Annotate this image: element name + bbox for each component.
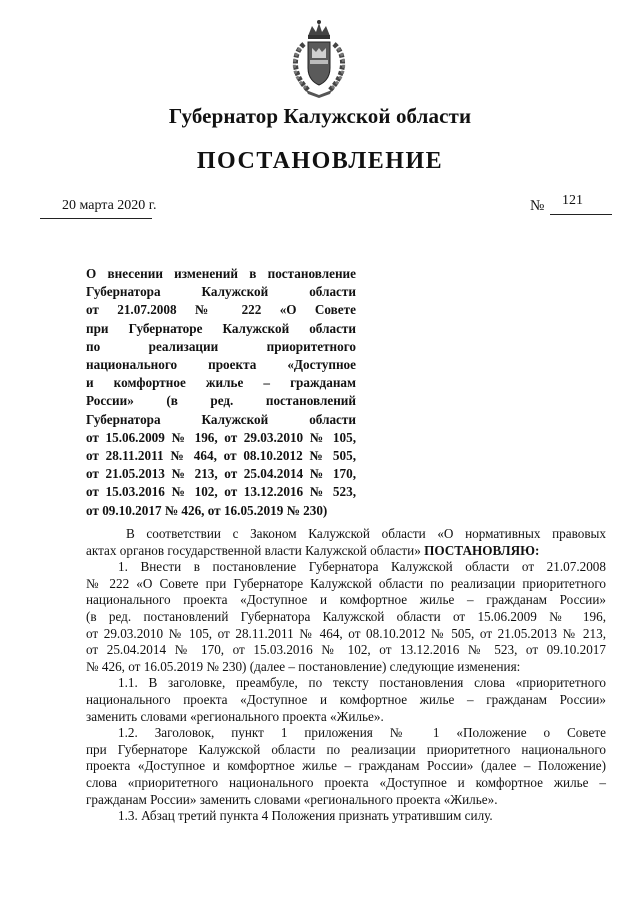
title-line: при Губернаторе Калужской области [86,320,356,336]
date-underline [40,218,152,219]
number-sign: № [530,198,545,214]
title-line: от 21.07.2008 № 222 «О Совете [86,302,356,318]
document-date: 20 марта 2020 г. [62,198,157,213]
preamble-line-resolve [86,543,606,560]
preamble-text: актах органов государственной власти Калужской области» [86,542,421,558]
paragraph-1-1-line: заменить словами «регионального проекта «Жилье». [86,708,384,724]
document-number: 121 [562,193,583,208]
title-line: от 28.11.2011 № 464, от 08.10.2012 № 505, [86,448,356,464]
preamble-line: В соответствии с Законом Калужской области «О нормативных правовых [126,526,606,541]
document-type-title: ПОСТАНОВЛЕНИЕ [196,148,444,174]
title-line: по реализации приоритетного [86,338,356,354]
issuing-authority: Губернатор Калужской области [168,104,472,128]
resolve-word: ПОСТАНОВЛЯЮ: [424,542,540,558]
title-line: от 15.03.2016 № 102, от 13.12.2016 № 523, [86,484,356,500]
paragraph-1-1-line: национального проекта «Доступное и комфортное жилье – гражданам России» [86,691,606,707]
coat-of-arms-icon [286,18,352,100]
paragraph-1-line: от 25.04.2014 № 170, от 15.03.2016 № 102, от 13.12.2016 № 523, от 09.10.2017 [86,642,606,658]
title-line: национального проекта «Доступное [86,357,356,373]
paragraph-1-2-line: слова «приоритетного национального проекта «Доступное и комфортное жилье – [86,774,606,790]
paragraph-1-2-line: 1.2. Заголовок, пункт 1 приложения № 1 «Положение о Совете [118,725,606,741]
paragraph-1-2-line: гражданам России» заменить словами «регионального проекта «Жилье». [86,791,498,807]
title-line: России» (в ред. постановлений [86,393,356,409]
title-line: от 09.10.2017 № 426, от 16.05.2019 № 230) [86,502,328,518]
title-line: от 21.05.2013 № 213, от 25.04.2014 № 170, [86,466,356,482]
paragraph-1-line: (в ред. постановлений Губернатора Калужской области от 15.06.2009 № 196, [86,608,606,624]
title-line: О внесении изменений в постановление [86,266,356,281]
title-line: и комфортное жилье – гражданам [86,375,356,391]
number-underline [550,214,612,215]
document-subject-title [86,265,356,520]
paragraph-1-line: № 426, от 16.05.2019 № 230) (далее – постановление) следующие изменения: [86,658,521,674]
document-body [86,526,606,825]
paragraph-1-line: национального проекта «Доступное и комфортное жилье – гражданам России» [86,592,606,608]
paragraph-1-line: 1. Внести в постановление Губернатора Калужской области от 21.07.2008 [118,559,606,575]
paragraph-1-2-line: проекта «Доступное и комфортное жилье – гражданам России» (далее – Положение) [86,758,606,774]
title-line: от 15.06.2009 № 196, от 29.03.2010 № 105, [86,429,356,445]
paragraph-1-3-line: 1.3. Абзац третий пункта 4 Положения признать утратившим силу. [118,808,493,824]
paragraph-1-line: от 29.03.2010 № 105, от 28.11.2011 № 464, от 08.10.2012 № 505, от 21.05.2013 № 213, [86,625,606,641]
paragraph-1-line: № 222 «О Совете при Губернаторе Калужской области по реализации приоритетного [86,575,606,591]
paragraph-1-1-line: 1.1. В заголовке, преамбуле, по тексту постановления слова «приоритетного [118,675,606,691]
title-line: Губернатора Калужской области [86,284,356,300]
paragraph-1-2-line: при Губернаторе Калужской области по реализации приоритетного национального [86,741,606,757]
title-line: Губернатора Калужской области [86,411,356,427]
